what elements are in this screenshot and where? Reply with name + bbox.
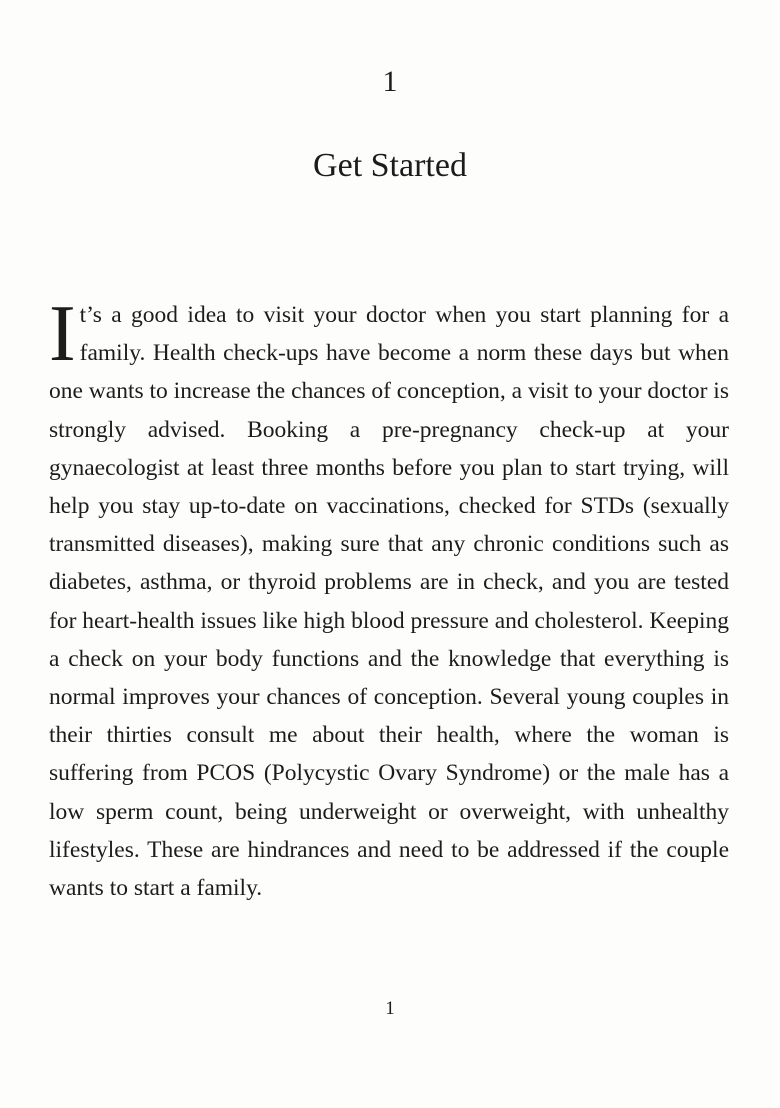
paragraph-text: t’s a good idea to visit your doctor when you start planning for a family. Health check-ups have become a norm these days but when one wants to increase the chances of conception, a visit to your doctor is strongly advised. Booking a pre-pregnancy check-up at your gynaecologist at least three months before you plan to start trying, will help you stay up-to-date on vaccinations, checked for STDs (sexually transmitted diseases), making sure that any chronic conditions such as diabetes, asthma, or thyroid problems are in check, and you are tested for heart-health issues like high blood pressure and cholesterol. Keeping a check on your body functions and the knowledge that everything is normal improves your chances of conception. Several young couples in their thirties consult me about their health, where the woman is suffering from PCOS (Polycystic Ovary Syndrome) or the male has a low sperm count, being underweight or overweight, with unhealthy lifestyles. These are hindrances and need to be addressed if the couple wants to start a family. [49, 302, 729, 902]
drop-cap: I [49, 290, 76, 378]
chapter-number: 1 [382, 65, 398, 98]
body-paragraph [49, 290, 729, 907]
chapter-title: Get Started [313, 147, 467, 184]
page-number: 1 [385, 998, 395, 1019]
